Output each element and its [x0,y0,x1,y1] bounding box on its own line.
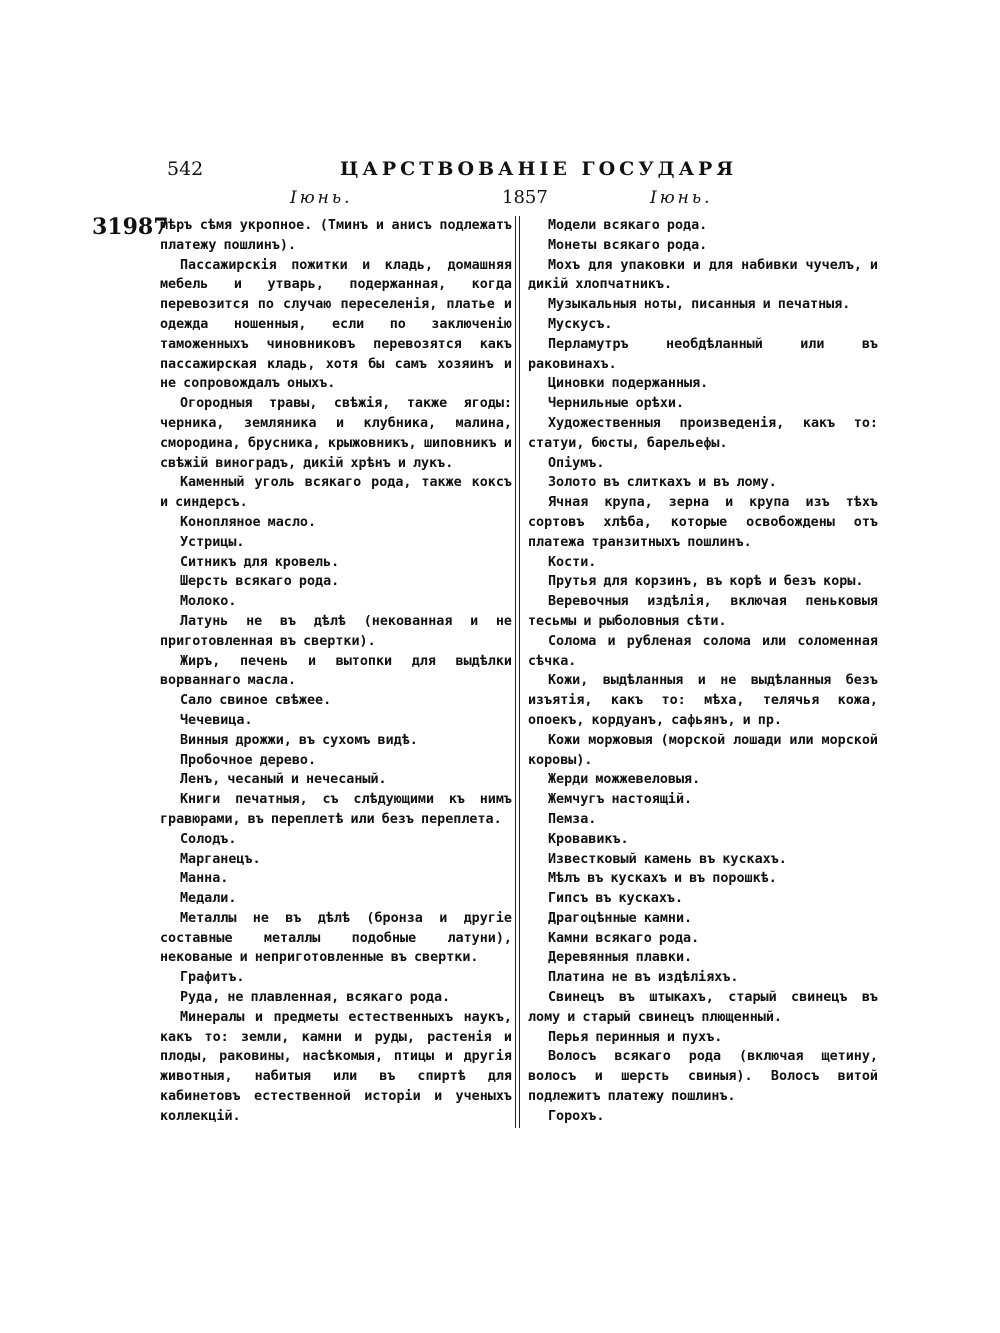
paragraph: Кожи моржовыя (морской лошади или морской коровы). [528,732,878,768]
paragraph: Солодъ. [180,831,237,847]
paragraph: Драгоцѣнные камни. [548,910,693,926]
paragraph: Свинецъ въ штыкахъ, старый свинецъ въ лому и старый свинецъ плющенный. [528,990,878,1025]
paragraph: Пемза. [548,811,597,827]
paragraph: Латунь не въ дѣлѣ (некованная и не приготовленная въ свертки). [160,613,512,649]
paragraph: Модели всякаго рода. [548,218,708,233]
paragraph: Кости. [548,554,597,570]
paragraph: мѣръ сѣмя укропное. (Тминъ и анисъ подлежатъ платежу пошлинъ). [160,218,512,253]
paragraph: Перламутръ необдѣланный или въ раковинахъ. [528,336,878,372]
paragraph: Манна. [180,871,229,887]
running-head-title: ЦАРСТВОВАНІЕ ГОСУДАРЯ [340,158,738,180]
paragraph: Художественныя произведенія, какъ то: статуи, бюсты, барельефы. [528,415,878,451]
paragraph: Сало свиное свѣжее. [180,693,332,709]
paragraph: Пассажирскія пожитки и кладь, домашняя мебель и утварь, подержанная, когда перевозится по случаю переселенія, платье и одежда ношенныя, если по заключенію таможенныхъ чиновниковъ перевозятся какъ пассажирская кладь, хотя бы самъ хозяинъ и не сопровождалъ оныхъ. [160,257,512,392]
paragraph: Шерсть всякаго рода. [180,574,340,590]
paragraph: Монеты всякаго рода. [548,237,708,253]
year: 1857 [502,187,548,208]
paragraph: Циновки подержанныя. [548,376,709,392]
paragraph: Перья перинныя и пухъ. [548,1029,723,1045]
month-left: Іюнь. [290,188,353,208]
paragraph: Волосъ всякаго рода (включая щетину, волосъ и шерсть свиныя). Волосъ витой подлежитъ платежу пошлинъ. [528,1049,878,1105]
column-divider [515,216,520,1128]
paragraph: Огородныя травы, свѣжія, также ягоды: черника, земляника и клубника, малина, смородина, брусника, крыжовникъ, шиповникъ и свѣжій виноградъ, дикій хрѣнъ и лукъ. [160,396,512,471]
paragraph: Марганецъ. [180,851,261,867]
paragraph: Металлы не въ дѣлѣ (бронза и другіе составные металлы подобные латуни), некованые и неприготовленные въ свертки. [160,910,512,966]
paragraph: Прутья для корзинъ, въ корѣ и безъ коры. [548,574,864,590]
paragraph: Каменный уголь всякаго рода, также коксъ и синдерсъ. [160,475,512,511]
paragraph: Мохъ для упаковки и для набивки чучелъ, и дикій хлопчатникъ. [528,257,878,293]
right-column [528,216,878,1127]
paragraph: Жиръ, печень и вытопки для выдѣлки ворваннаго масла. [160,653,512,689]
paragraph: Ячная крупа, зерна и крупа изъ тѣхъ сортовъ хлѣба, которые освобождены отъ платежа транзитныхъ пошлинъ. [528,495,878,550]
paragraph: Золото въ слиткахъ и въ лому. [548,475,777,491]
paragraph: Минералы и предметы естественныхъ наукъ, какъ то: земли, камни и руды, растенія и плоды, раковины, насѣкомыя, птицы и другія животныя, набитыя или въ спиртѣ для кабинетовъ естественной исторіи и ученыхъ коллекцій. [160,1009,512,1124]
paragraph: Горохъ. [548,1108,605,1124]
paragraph: Музыкальныя ноты, писанныя и печатныя. [548,297,851,313]
paragraph: Деревянныя плавки. [548,950,693,966]
page-number: 542 [167,158,204,180]
paragraph: Платина не въ издѣліяхъ. [548,970,739,986]
paragraph: Винныя дрожжи, въ сухомъ видѣ. [180,732,418,748]
paragraph: Мускусъ. [548,316,613,332]
paragraph: Кровавикъ. [548,831,629,847]
paragraph: Устрицы. [180,534,245,550]
paragraph: Медали. [180,891,237,907]
paragraph: Жерди можжевеловыя. [548,772,701,788]
paragraph: Гипсъ въ кускахъ. [548,891,684,907]
paragraph: Книги печатныя, съ слѣдующими къ нимъ гравюрами, въ переплетѣ или безъ переплета. [160,792,512,827]
paragraph: Пробочное дерево. [180,752,317,768]
paragraph: Ленъ, чесаный и нечесаный. [180,772,387,788]
paragraph: Руда, не плавленная, всякаго рода. [180,990,451,1006]
paragraph: Чечевица. [180,712,253,728]
law-number: 31987 [92,214,169,240]
paragraph: Камни всякаго рода. [548,930,700,946]
paragraph: Графитъ. [180,970,245,986]
paragraph: Мѣлъ въ кускахъ и въ порошкѣ. [548,871,777,887]
paragraph: Опіумъ. [548,455,605,471]
paragraph: Чернильные орѣхи. [548,396,685,412]
month-right: Іюнь. [650,188,713,208]
paragraph: Веревочныя издѣлія, включая пеньковыя тесьмы и рыболовныя сѣти. [528,594,878,629]
paragraph: Конопляное масло. [180,514,317,530]
paragraph: Кожи, выдѣланныя и не выдѣланныя безъ изъятія, какъ то: мѣха, телячья кожа, опоекъ, кордуанъ, сафьянъ, и пр. [528,673,878,728]
paragraph: Солома и рубленая солома или соломенная сѣчка. [528,633,878,669]
paragraph: Молоко. [180,594,237,610]
left-column [160,216,512,1127]
paragraph: Ситникъ для кровель. [180,554,340,570]
paragraph: Жемчугъ настоящій. [548,792,693,808]
paragraph: Известковый камень въ кускахъ. [548,851,787,867]
